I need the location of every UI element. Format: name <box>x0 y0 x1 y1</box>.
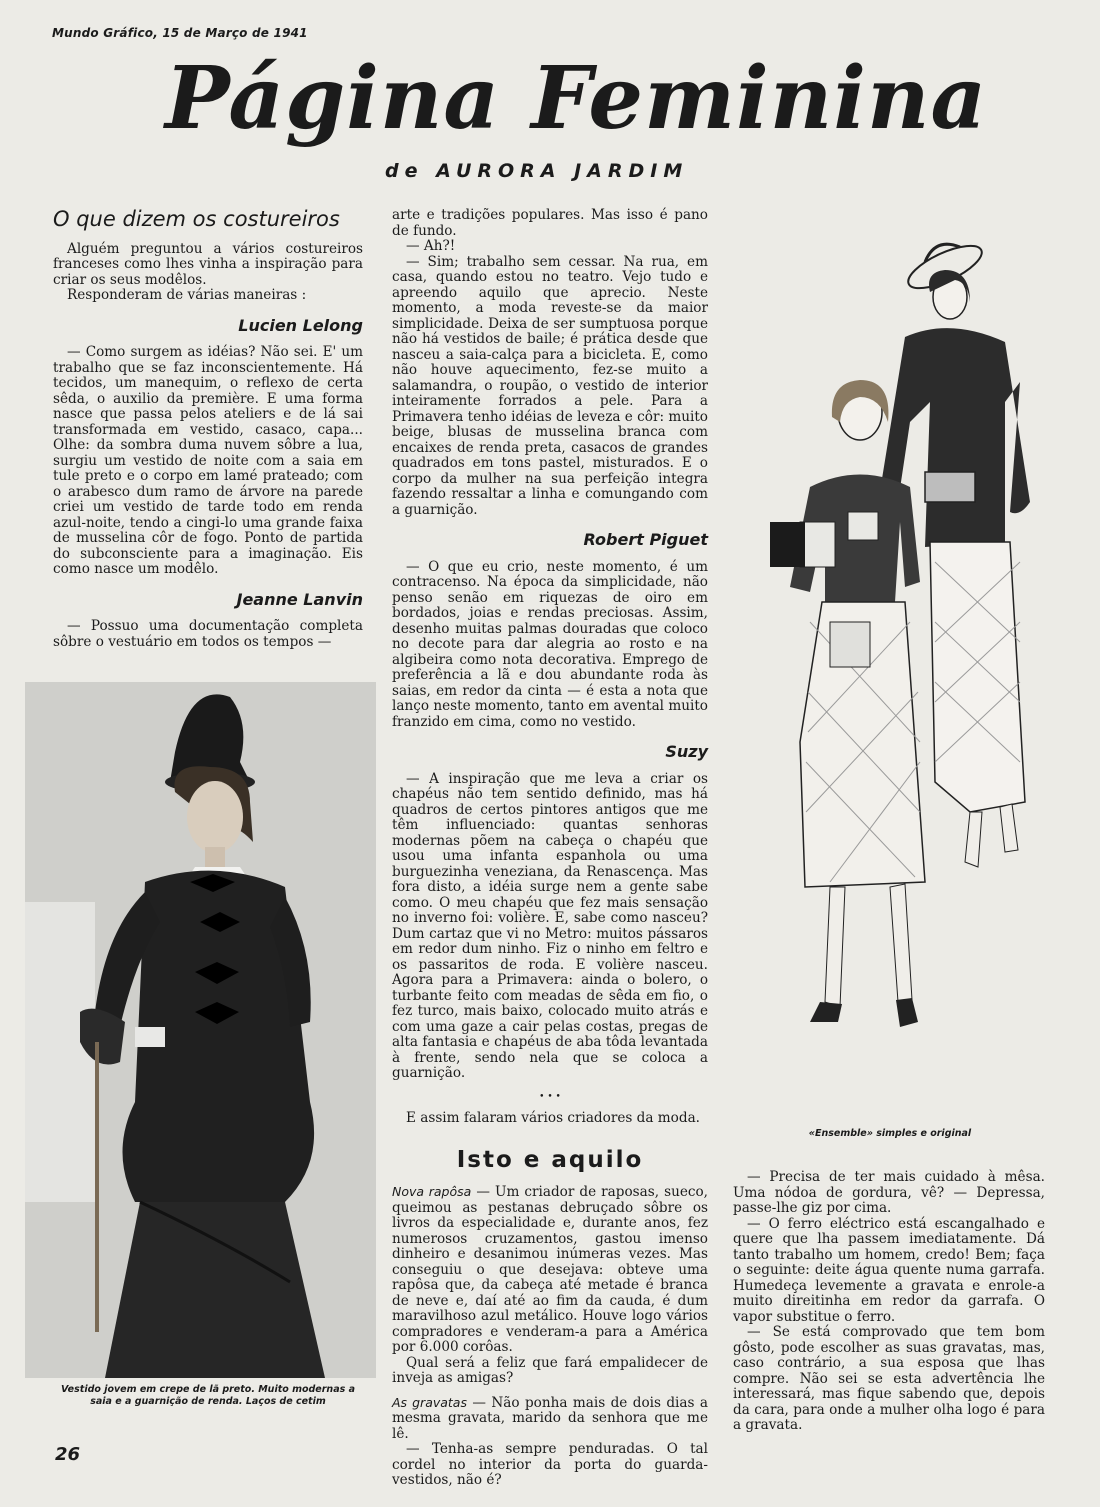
gravatas-tip: — Tenha-as sempre penduradas. O tal cordel no interior da porta do guarda-vestidos, não é? <box>392 1441 708 1488</box>
closing-line: E assim falaram vários criadores da moda. <box>406 1110 700 1126</box>
lanvin-quote-continued: — Sim; trabalho sem cessar. Na rua, em casa, quando estou no teatro. Vejo tudo e apreendo aquilo que aprecio. Neste momento, a moda reveste-se da maior simplicidade. Deixa de ser sumptuosa porque não há vestidos de baile; é prática desde que nasceu a saia-calça para a bicicleta. E, como não houve aquecimento, fez-se muito a salamandra, o roupão, o vestido de interior inteiramente forrados a pele. Para a Primavera tenho idéias de leveza e côr: muito beige, blusas de musselina branca com encaixes de renda preta, casacos de grandes quadrados em tons pastel, misturados. E o corpo da mulher na sua perfeição integra fazendo ressaltar a linha e comungando com a guarnição. <box>392 253 708 518</box>
byline: de AURORA JARDIM <box>385 160 689 182</box>
designer-name-piguet: Robert Piguet <box>583 530 708 549</box>
fashion-photo <box>25 682 376 1378</box>
woman-in-black-suit-photo <box>25 682 376 1378</box>
rapossa-text: — Um criador de raposas, sueco, queimou as pestanas debruçado sôbre os livros da especialidade e, durante anos, fez numerosos cruzamentos, gastou imenso dinheiro e desanimou inúmeras vezes. Mas conseguiu o que desejava: obteve uma rapôsa que, da cabeça até metade é branca de neve e, daí até ao fim da cauda, é dum maravilhoso azul metálico. Houve logo vários compradores e venderam-a para a América por 6.000 corôas. <box>392 1184 708 1355</box>
tip-paragraph: — Precisa de ter mais cuidado à mêsa. Uma nódoa de gordura, vê? — Depressa, passe-lhe giz por cima. <box>733 1169 1045 1216</box>
fashion-illustration <box>720 222 1065 1052</box>
publication-line: Mundo Gráfico, 15 de Março de 1941 <box>52 26 308 40</box>
tip-paragraph: — Se está comprovado que tem bom gôsto, pode escolher as suas gravatas, mas, caso contrário, a sua esposa que lhas compre. Não sei se esta advertência lhe interessará, mas fique sabendo que, depois da cara, para onde a mulher olha logo é para a gravata. <box>733 1324 1045 1433</box>
piguet-quote: — O que eu crio, neste momento, é um contracenso. Na época da simplicidade, não penso senão em riquezas de oiro em bordados, joias e rendas preciosas. Assim, desenho muitas palmas douradas que coloco no decote para dar alegria ao rosto e na algibeira como nota decorativa. Emprego de preferência a lã e dou abundante roda às saias, em redor da cinta — é esta a nota que lanço neste momento, tanto em avental muito franzido em cima, como no vestido. <box>392 558 708 730</box>
rapossa-paragraph <box>392 1184 708 1356</box>
page-title: Página Feminina <box>165 48 988 149</box>
suzy-quote: — A inspiração que me leva a criar os chapéus não tem sentido definido, mas há quadros de certos pintores antigos que me têm influenciado: quantas senhoras modernas põem na cabeça o chapéu que usou uma infanta espanhola ou uma burguezinha veneziana, da Renascença. Mas fora disto, a idéia surge nem a gente sabe como. O meu chapéu que fez mais sensação no inverno foi: volière. E, sabe como nasceu? Dum cartaz que vi no Metro: muitos pássaros em redor dum ninho. Fiz o ninho em feltro e os passaritos de roda. E volière nasceu. Agora para a Primavera: ainda o bolero, o turbante feito com meadas de sêda em fio, o fez turco, mais baixo, colocado muito atrás e com uma gaze a cair pelas costas, pregas de alta fantasia e chapéus de aba tôda levantada à frente, sendo nela que se coloca a guarnição. <box>392 770 708 1081</box>
designer-name-lanvin: Jeanne Lanvin <box>236 589 363 609</box>
exclamation: — Ah?! <box>406 238 456 254</box>
two-women-ensemble-illustration <box>720 222 1065 1052</box>
column-2 <box>392 208 708 1489</box>
continuation-text: arte e tradições populares. Mas isso é pano de fundo. <box>392 207 708 239</box>
tip-paragraph: — O ferro eléctrico está escangalhado e quere que lha passem imediatamente. Dá tanto trabalho um homem, credo! Bem; faça o seguinte: deite água quente numa garrafa. Humedeça levemente a gravata e enrole-a muito direitinha em redor da garrafa. O vapor substitue o ferro. <box>733 1215 1045 1325</box>
gravatas-text: — Não ponha mais de dois dias a mesma gravata, marido da senhora que me lê. <box>392 1394 708 1442</box>
designer-name-suzy: Suzy <box>665 742 708 761</box>
rapossa-keyword: Nova rapôsa <box>392 1184 472 1199</box>
separator-dots: • • • <box>539 1091 561 1102</box>
gravatas-keyword: As gravatas <box>392 1394 467 1410</box>
page-number: 26 <box>55 1444 81 1465</box>
intro-paragraph: Alguém preguntou a vários costureiros franceses como lhes vinha a inspiração para criar os seus modêlos. <box>53 240 363 288</box>
section-title: O que dizem os costureiros <box>53 207 340 231</box>
rapossa-question: Qual será a feliz que fará empalidecer de inveja as amigas? <box>392 1354 708 1386</box>
intro-paragraph: Responderam de várias maneiras : <box>67 287 307 303</box>
gravatas-paragraph <box>392 1395 708 1443</box>
lelong-quote: — Como surgem as idéias? Não sei. E' um trabalho que se faz inconscientemente. Há tecidos, um manequim, o reflexo de certa sêda, o auxilio da première. E uma forma nasce que passa pelos ateliers e de lá sai transformada em vestido, casaco, capa... Olhe: da sombra duma nuvem sôbre a lua, surgiu um vestido de noite com a saia em tule preto e o corpo em lamé prateado; com o arabesco dum ramo de árvore na parede criei um vestido de tarde todo em renda azul-noite, tendo a cingi-lo uma grande faixa de musselina côr de fogo. Ponto de partida do subconsciente para a imaginação. Eis como nasce um modêlo. <box>53 344 363 577</box>
isto-e-aquilo-title: Isto e aquilo <box>456 1146 644 1173</box>
designer-name-lelong: Lucien Lelong <box>238 315 363 335</box>
column-1 <box>53 207 363 650</box>
column-3 <box>733 1170 1045 1434</box>
lanvin-quote: — Possuo uma documentação completa sôbre o vestuário em todos os tempos — <box>53 618 363 650</box>
illustration-caption: «Ensemble» simples e original <box>808 1128 972 1139</box>
photo-caption: Vestido jovem em crepe de lã preto. Muito modernas a saia e a guarnição de renda. Laços de cetim <box>61 1384 355 1407</box>
